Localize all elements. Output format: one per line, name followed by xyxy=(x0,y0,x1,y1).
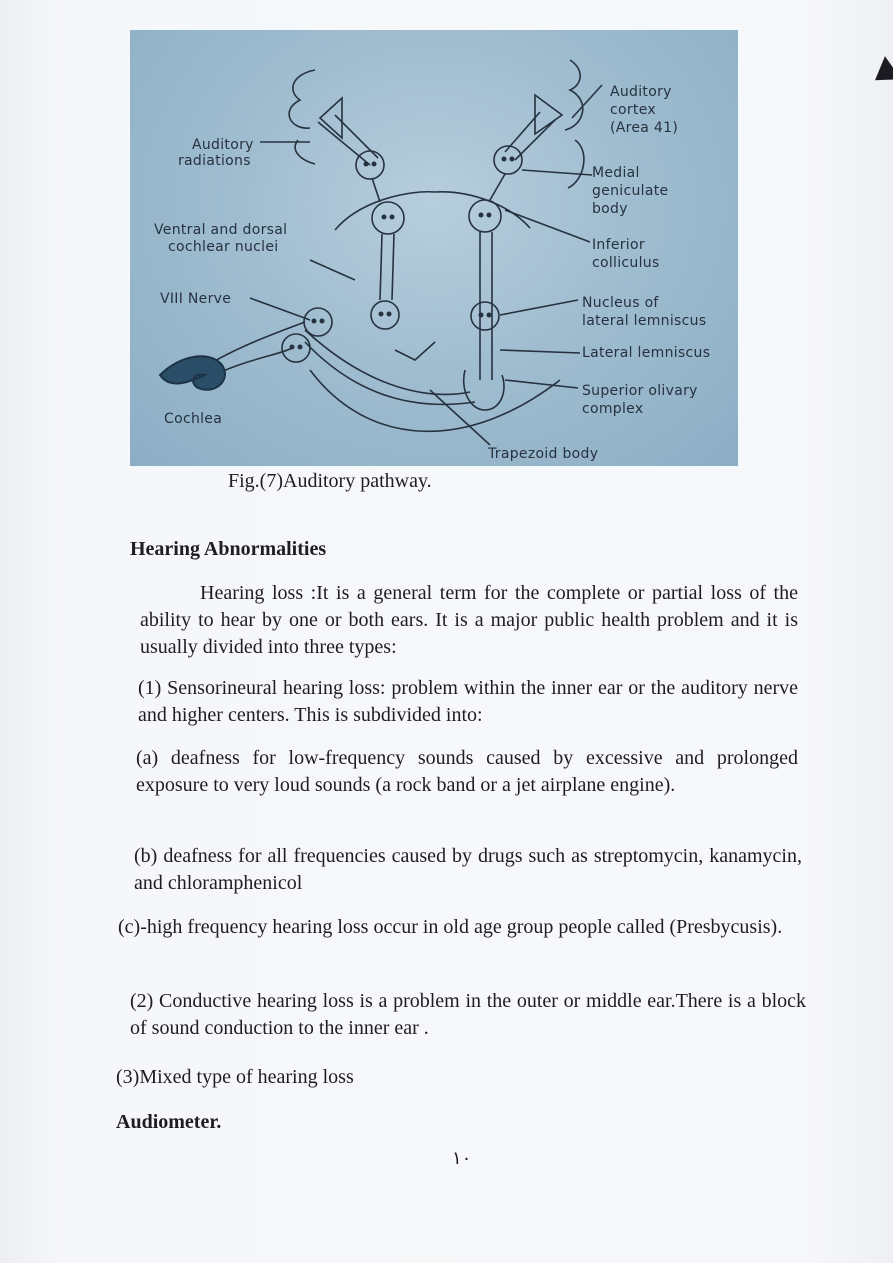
label-superior-olivary-2: complex xyxy=(582,401,644,417)
label-auditory-cortex-3: (Area 41) xyxy=(610,120,679,136)
cochlea-shape xyxy=(160,356,225,389)
label-inferior-colliculus-1: Inferior xyxy=(592,237,645,253)
paragraph-intro: Hearing loss :It is a general term for the complete or partial loss of the ability to hear by one or both ears. It is a major public health problem and it is usually divided into three types: xyxy=(140,582,798,658)
paragraph-type-1a: (a) deafness for low-frequency sounds caused by excessive and prolonged exposure to very loud sounds (a rock band or a jet airplane engine). xyxy=(136,747,798,796)
paragraph-type-1: (1) Sensorineural hearing loss: problem within the inner ear or the auditory nerve and higher centers. This is subdivided into: xyxy=(138,677,798,726)
label-nucleus-lateral-lemniscus-2: lateral lemniscus xyxy=(582,313,707,329)
label-medial-geniculate-3: body xyxy=(592,201,628,217)
label-viii-nerve: VIII Nerve xyxy=(160,291,232,307)
label-cochlear-nuclei-2: cochlear nuclei xyxy=(168,239,279,255)
label-cochlea: Cochlea xyxy=(164,411,223,427)
label-medial-geniculate-1: Medial xyxy=(592,165,640,181)
label-superior-olivary-1: Superior olivary xyxy=(582,383,698,399)
label-medial-geniculate-2: geniculate xyxy=(592,183,669,199)
label-auditory-radiations-2: radiations xyxy=(178,153,251,169)
label-inferior-colliculus-2: colliculus xyxy=(592,255,660,271)
audiometer-heading: Audiometer. xyxy=(116,1111,222,1133)
label-lateral-lemniscus: Lateral lemniscus xyxy=(582,345,711,361)
label-auditory-radiations-1: Auditory xyxy=(192,137,254,153)
section-heading: Hearing Abnormalities xyxy=(130,538,327,560)
label-trapezoid-body: Trapezoid body xyxy=(488,446,599,462)
label-auditory-cortex-1: Auditory xyxy=(610,84,672,100)
label-auditory-cortex-2: cortex xyxy=(610,102,656,118)
paragraph-type-3: (3)Mixed type of hearing loss xyxy=(116,1066,354,1088)
label-cochlear-nuclei-1: Ventral and dorsal xyxy=(154,222,288,238)
page-number: ١٠ xyxy=(452,1148,472,1169)
paragraph-type-1c: (c)-high frequency hearing loss occur in old age group people called (Presbycusis). xyxy=(118,916,783,938)
figure-caption: Fig.(7)Auditory pathway. xyxy=(228,470,432,492)
paragraph-type-1b: (b) deafness for all frequencies caused by drugs such as streptomycin, kanamycin, and chloramphenicol xyxy=(134,845,802,894)
label-nucleus-lateral-lemniscus-1: Nucleus of xyxy=(582,295,659,311)
paragraph-type-2: (2) Conductive hearing loss is a problem in the outer or middle ear.There is a block of sound conduction to the inner ear . xyxy=(130,990,806,1039)
auditory-pathway-figure xyxy=(130,30,738,466)
